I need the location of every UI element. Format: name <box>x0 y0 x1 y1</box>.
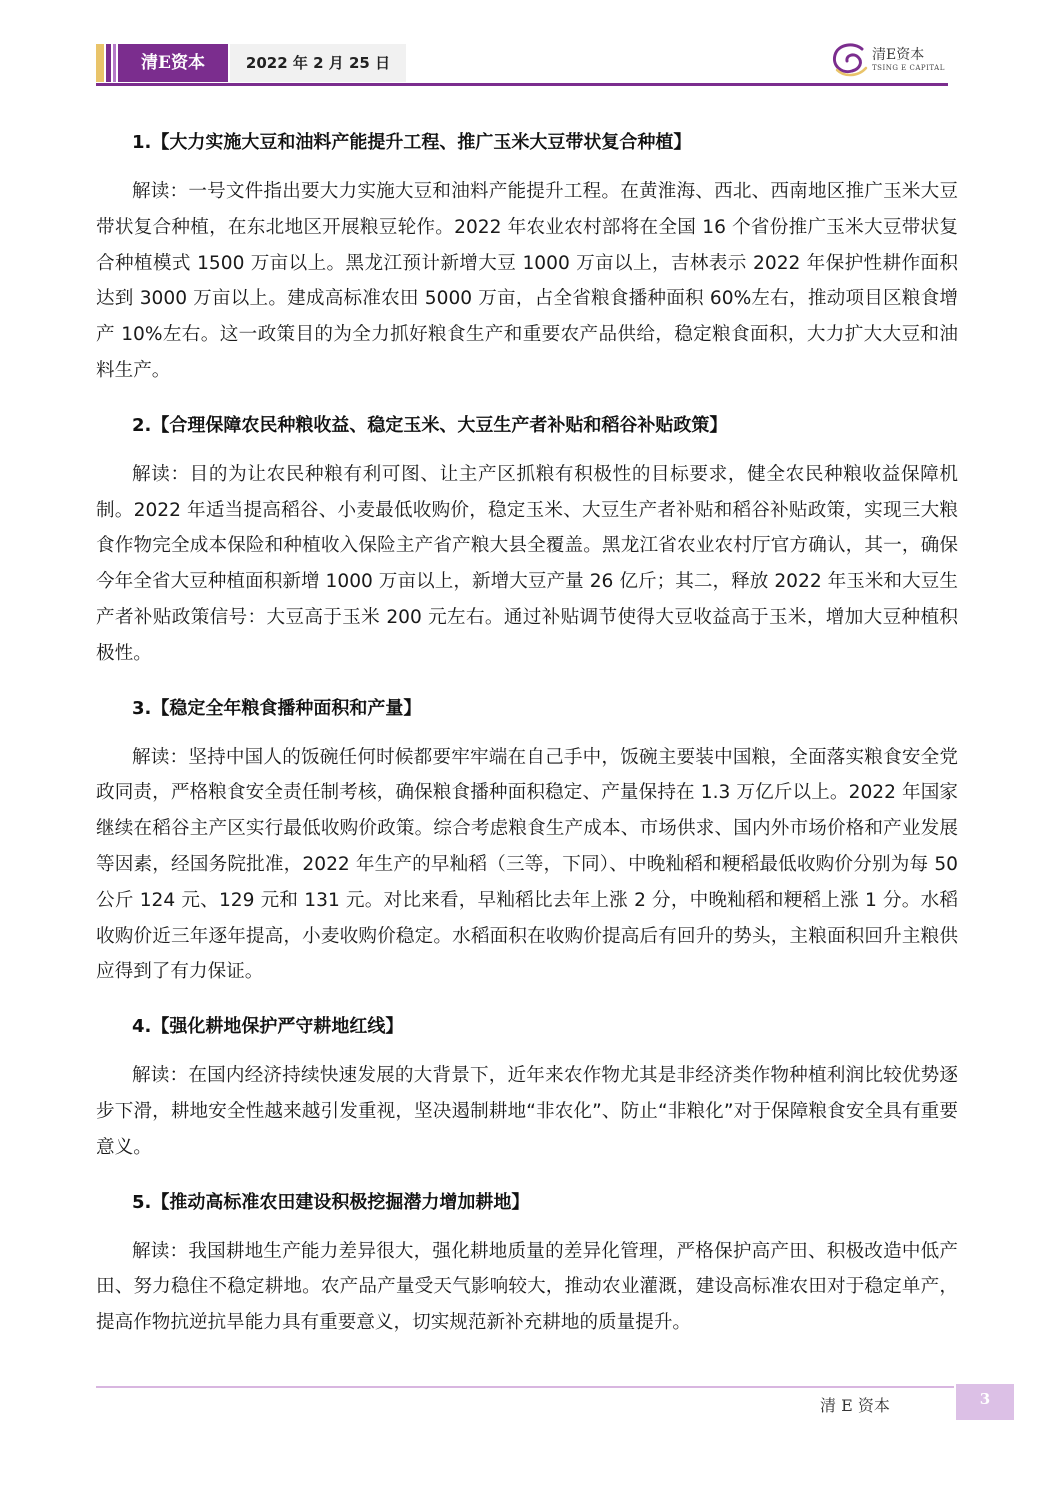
section <box>96 1012 958 1165</box>
section-paragraph: 解读：在国内经济持续快速发展的大背景下，近年来农作物尤其是非经济类作物种植利润比较优势逐步下滑，耕地安全性越来越引发重视，坚决遏制耕地“非农化”、防止“非粮化”对于保障粮食安全具有重要意义。 <box>96 1065 958 1158</box>
section-paragraph: 解读：目的为让农民种粮有利可图、让主产区抓粮有积极性的目标要求，健全农民种粮收益保障机制。2022 年适当提高稻谷、小麦最低收购价，稳定玉米、大豆生产者补贴和稻谷补贴政策，实现三大粮食作物完全成本保险和种植收入保险主产省产粮大县全覆盖。黑龙江省农业农村厅官方确认，其一，确保今年全省大豆种植面积新增 1000 万亩以上，新增大豆产量 26 亿斤；其二，释放 2022 年玉米和大豆生产者补贴政策信号：大豆高于玉米 200 元左右。通过补贴调节使得大豆收益高于玉米，增加大豆种植积极性。 <box>96 463 959 664</box>
section-paragraph: 解读：一号文件指出要大力实施大豆和油料产能提升工程。在黄淮海、西北、西南地区推广玉米大豆带状复合种植，在东北地区开展粮豆轮作。2022 年农业农村部将在全国 16 个省份推广玉米大豆带状复合种植模式 1500 万亩以上。黑龙江预计新增大豆 1000 万亩以上，吉林表示 2022 年保护性耕作面积达到 3000 万亩以上。建成高标准农田 5000 万亩，占全省粮食播种面积 60%左右，推动项目区粮食增产 10%左右。这一政策目的为全力抓好粮食生产和重要农产品供给，稳定粮食面积，大力扩大大豆和油料生产。 <box>96 181 958 381</box>
page-header <box>96 40 948 86</box>
header-brand-label: 清E资本 <box>118 44 228 82</box>
document-body <box>96 128 958 1363</box>
section-title: 1.【大力实施大豆和油料产能提升工程、推广玉米大豆带状复合种植】 <box>132 132 692 153</box>
section-paragraph: 解读：我国耕地生产能力差异很大，强化耕地质量的差异化管理，严格保护高产田、积极改造中低产田、努力稳住不稳定耕地。农产品产量受天气影响较大，推动农业灌溉，建设高标准农田对于稳定单产，提高作物抗逆抗旱能力具有重要意义，切实规范新补充耕地的质量提升。 <box>96 1240 958 1334</box>
company-logo <box>828 40 948 80</box>
logo-chinese-text: 清E资本 <box>872 47 925 63</box>
section-title: 5.【推动高标准农田建设积极挖掘潜力增加耕地】 <box>132 1191 530 1213</box>
section <box>96 411 958 672</box>
section <box>96 1188 958 1341</box>
header-date: 2022 年 2 月 25 日 <box>230 44 406 82</box>
logo-english-text: TSING E CAPITAL <box>872 64 945 72</box>
header-accent-bar-purple <box>106 44 111 82</box>
header-accent-bar-yellow <box>96 44 104 82</box>
header-divider <box>96 83 948 86</box>
section-title: 4.【强化耕地保护严守耕地红线】 <box>132 1016 404 1038</box>
section <box>96 694 958 991</box>
header-accent-bar-lilac <box>113 44 116 82</box>
section-title: 2.【合理保障农民种粮收益、稳定玉米、大豆生产者补贴和稻谷补贴政策】 <box>132 414 728 436</box>
footer-divider <box>96 1386 954 1388</box>
section-paragraph: 解读：坚持中国人的饭碗任何时候都要牢牢端在自己手中，饭碗主要装中国粮，全面落实粮食安全党政同责，严格粮食安全责任制考核，确保粮食播种面积稳定、产量保持在 1.3 万亿斤以上。2022 年国家继续在稻谷主产区实行最低收购价政策。综合考虑粮食生产成本、市场供求、国内外市场价格和产业发展等因素，经国务院批准，2022 年生产的早籼稻（三等，下同）、中晚籼稻和粳稻最低收购价分别为每 50 公斤 124 元、129 元和 131 元。对比来看，早籼稻比去年上涨 2 分，中晚籼稻和粳稻上涨 1 分。水稻收购价近三年逐年提高，小麦收购价稳定。水稻面积在收购价提高后有回升的势头，主粮面积回升主粮供应得到了有力保证。 <box>96 746 958 983</box>
swirl-logo-icon <box>828 40 872 80</box>
section-title: 3.【稳定全年粮食播种面积和产量】 <box>132 697 422 719</box>
section <box>96 128 958 389</box>
footer-brand: 清 E 资本 <box>820 1396 890 1415</box>
page-number: 3 <box>956 1384 1014 1420</box>
